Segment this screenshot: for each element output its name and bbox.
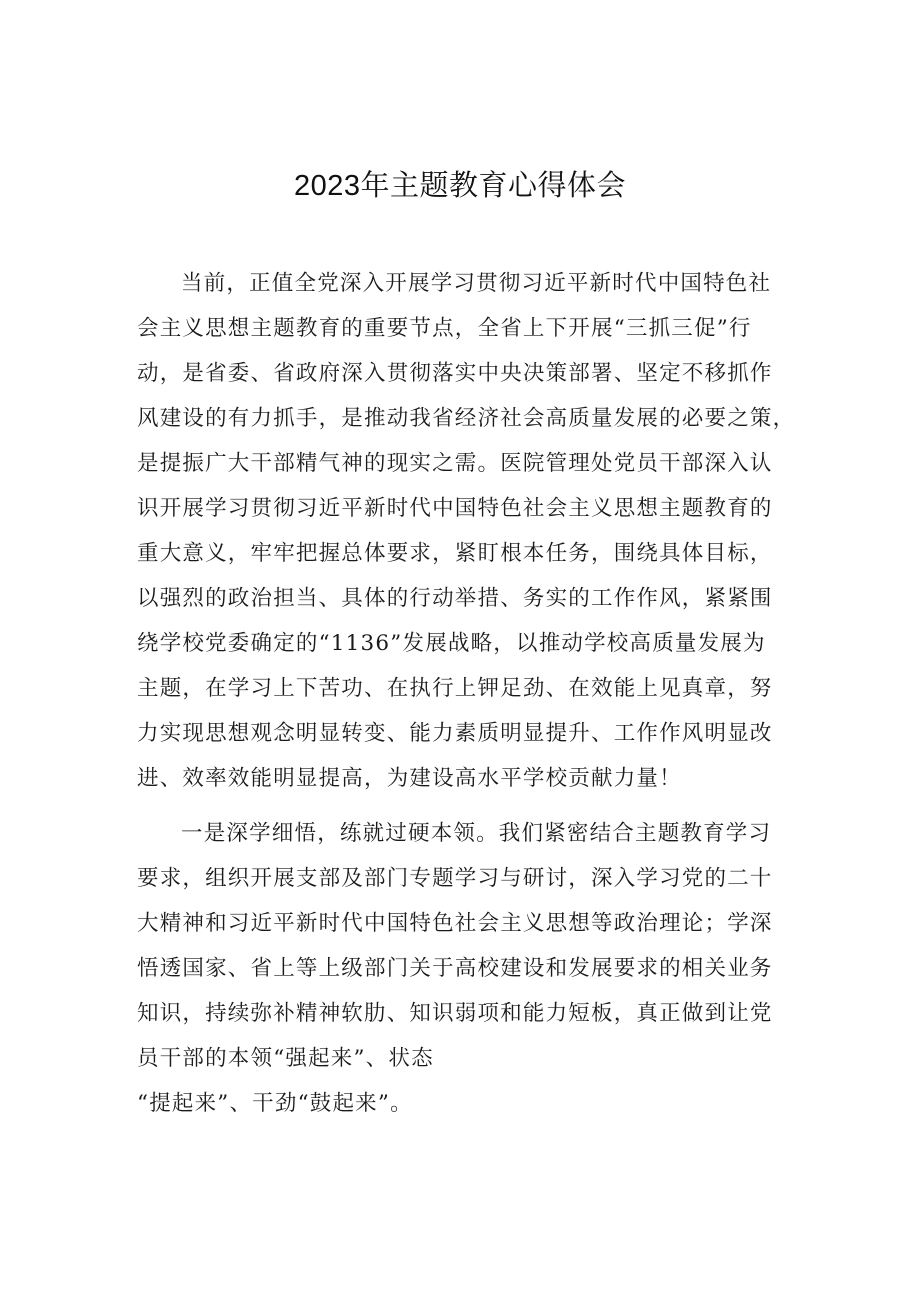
paragraph-1-line: 重大意义，牢牢把握总体要求，紧盯根本任务，围绕具体目标， bbox=[137, 541, 773, 566]
paragraph-2-line: 一是深学细悟，练就过硬本领。我们紧密结合主题教育学习 bbox=[181, 821, 772, 846]
paragraph-2-line: 悟透国家、省上等上级部门关于高校建设和发展要求的相关业务 bbox=[137, 956, 773, 981]
paragraph-1-line: 以强烈的政治担当、具体的行动举措、务实的工作作风，紧紧围 bbox=[137, 586, 773, 611]
paragraph-2-line: “提起来”、干劲“鼓起来”。 bbox=[137, 1091, 413, 1116]
paragraph-1-line: 动，是省委、省政府深入贯彻落实中央决策部署、坚定不移抓作 bbox=[137, 361, 773, 386]
paragraph-1-line: 风建设的有力抓手，是推动我省经济社会高质量发展的必要之策， bbox=[137, 406, 796, 431]
paragraph-1-line: 力实现思想观念明显转变、能力素质明显提升、工作作风明显改 bbox=[137, 721, 773, 746]
paragraph-2-line: 要求，组织开展支部及部门专题学习与研讨，深入学习党的二十 bbox=[137, 866, 773, 891]
paragraph-2-line: 大精神和习近平新时代中国特色社会主义思想等政治理论；学深 bbox=[137, 911, 773, 936]
paragraph-2-line: 知识，持续弥补精神软肋、知识弱项和能力短板，真正做到让党 bbox=[137, 1001, 773, 1026]
document-title: 2023年主题教育心得体会 bbox=[293, 170, 626, 202]
paragraph-1-line: 当前，正值全党深入开展学习贯彻习近平新时代中国特色社 bbox=[181, 271, 772, 296]
paragraph-1-line: 主题，在学习上下苦功、在执行上钾足劲、在效能上见真章，努 bbox=[137, 676, 773, 701]
paragraph-1-line: 会主义思想主题教育的重要节点，全省上下开展“三抓三促”行 bbox=[137, 316, 752, 341]
paragraph-1-line: 绕学校党委确定的“1136”发展战略，以推动学校高质量发展为 bbox=[137, 631, 766, 656]
paragraph-1-line: 识开展学习贯彻习近平新时代中国特色社会主义思想主题教育的 bbox=[137, 496, 773, 521]
paragraph-1-line: 进、效率效能明显提高，为建设高水平学校贡献力量！ bbox=[137, 766, 682, 791]
paragraph-2-line: 员干部的本领“强起来”、状态 bbox=[137, 1046, 434, 1071]
paragraph-1-line: 是提振广大干部精气神的现实之需。医院管理处党员干部深入认 bbox=[137, 451, 773, 476]
